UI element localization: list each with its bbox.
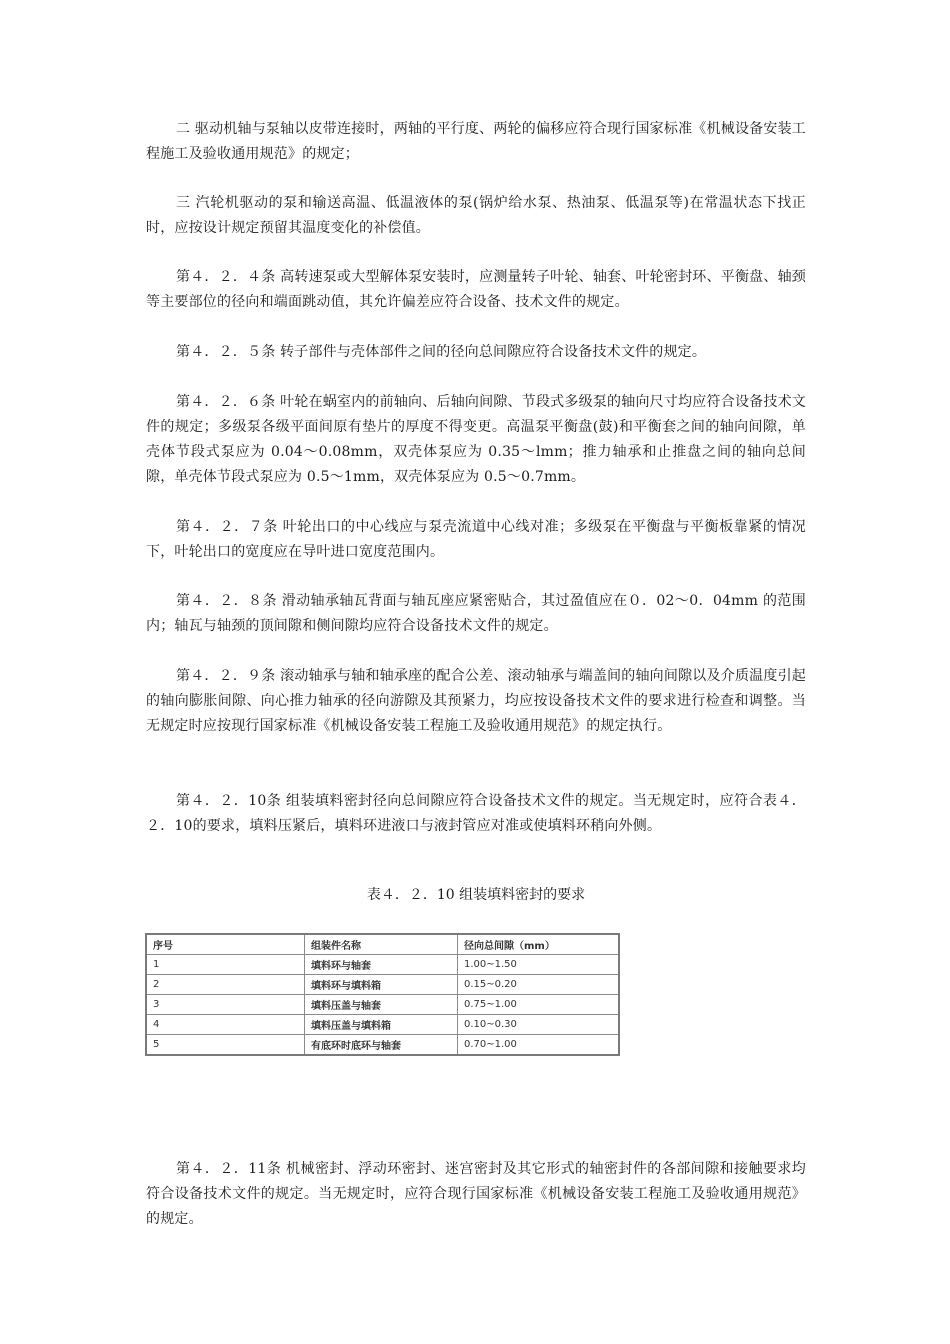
header-component: 组装件名称 [305, 934, 458, 955]
row-clearance: 1.00~1.50 [458, 955, 620, 975]
row-component: 填料环与轴套 [305, 955, 458, 975]
table-row [146, 1035, 619, 1056]
row-component: 填料压盖与轴套 [305, 995, 458, 1015]
article-4-2-8: 第４．２．８条 滑动轴承轴瓦背面与轴瓦座应紧密贴合，其过盈值应在０．02～0．04mm 的范围内；轴瓦与轴颈的顶间隙和侧间隙均应符合设备技术文件的规定。 [146, 593, 806, 634]
article-4-2-4: 第４．２．４条 高转速泵或大型解体泵安装时，应测量转子叶轮、轴套、叶轮密封环、平衡盘、轴颈等主要部位的径向和端面跳动值，其允许偏差应符合设备、技术文件的规定。 [146, 269, 806, 310]
row-index: 4 [146, 1015, 305, 1035]
article-4-2-10: 第４．２．10条 组装填料密封径向总间隙应符合设备技术文件的规定。当无规定时，应符合表４．２．10的要求，填料压紧后，填料环进液口与液封管应对准或使填料环稍向外侧。 [146, 793, 806, 834]
article-4-2-11: 第４．２．11条 机械密封、浮动环密封、迷宫密封及其它形式的轴密封件的各部间隙和接触要求均符合设备技术文件的规定。当无规定时，应符合现行国家标准《机械设备安装工程施工及验收通用规范》的规定。 [146, 1161, 806, 1227]
article-4-2-6: 第４．２．６条 叶轮在蜗室内的前轴向、后轴向间隙、节段式多级泵的轴向尺寸均应符合设备技术文件的规定；多级泵各级平面间原有垫片的厚度不得变更。高温泵平衡盘(鼓)和平衡套之间的轴向间隙，单壳体节段式泵应为 0.04～0.08mm，双壳体泵应为 0.35～lmm；推力轴承和止推盘之间的轴向总间隙，单壳体节段式泵应为 0.5～1mm，双壳体泵应为 0.5～0.7mm。 [146, 394, 806, 485]
row-clearance: 0.75~1.00 [458, 995, 620, 1015]
row-clearance: 0.70~1.00 [458, 1035, 620, 1056]
article-4-2-5: 第４．２．５条 转子部件与壳体部件之间的径向总间隙应符合设备技术文件的规定。 [176, 344, 707, 360]
header-index: 序号 [146, 934, 305, 955]
row-clearance: 0.15~0.20 [458, 975, 620, 995]
row-component: 填料压盖与填料箱 [305, 1015, 458, 1035]
table-row [146, 975, 619, 995]
table-row [146, 1015, 619, 1035]
table-caption: 表４．２．10 组装填料密封的要求 [366, 887, 586, 903]
table-header-row [146, 934, 619, 955]
row-component: 填料环与填料箱 [305, 975, 458, 995]
paragraph-2: 二 驱动机轴与泵轴以皮带连接时，两轴的平行度、两轮的偏移应符合现行国家标准《机械设备安装工程施工及验收通用规范》的规定； [146, 121, 806, 162]
article-4-2-9: 第４．２．９条 滚动轴承与轴和轴承座的配合公差、滚动轴承与端盖间的轴向间隙以及介质温度引起的轴向膨胀间隙、向心推力轴承的径向游隙及其预紧力，均应按设备技术文件的要求进行检查和调整。当无规定时应按现行国家标准《机械设备安装工程施工及验收通用规范》的规定执行。 [146, 668, 806, 734]
row-component: 有底环时底环与轴套 [305, 1035, 458, 1056]
row-clearance: 0.10~0.30 [458, 1015, 620, 1035]
header-clearance: 径向总间隙（mm） [458, 934, 620, 955]
row-index: 3 [146, 995, 305, 1015]
packing-seal-table [145, 933, 620, 1056]
table-row [146, 995, 619, 1015]
table-row [146, 955, 619, 975]
row-index: 1 [146, 955, 305, 975]
row-index: 5 [146, 1035, 305, 1056]
article-4-2-7: 第４．２．７条 叶轮出口的中心线应与泵壳流道中心线对准；多级泵在平衡盘与平衡板靠紧的情况下，叶轮出口的宽度应在导叶进口宽度范围内。 [146, 519, 806, 560]
paragraph-3: 三 汽轮机驱动的泵和输送高温、低温液体的泵(锅炉给水泵、热油泵、低温泵等)在常温状态下找正时，应按设计规定预留其温度变化的补偿值。 [146, 195, 806, 236]
row-index: 2 [146, 975, 305, 995]
